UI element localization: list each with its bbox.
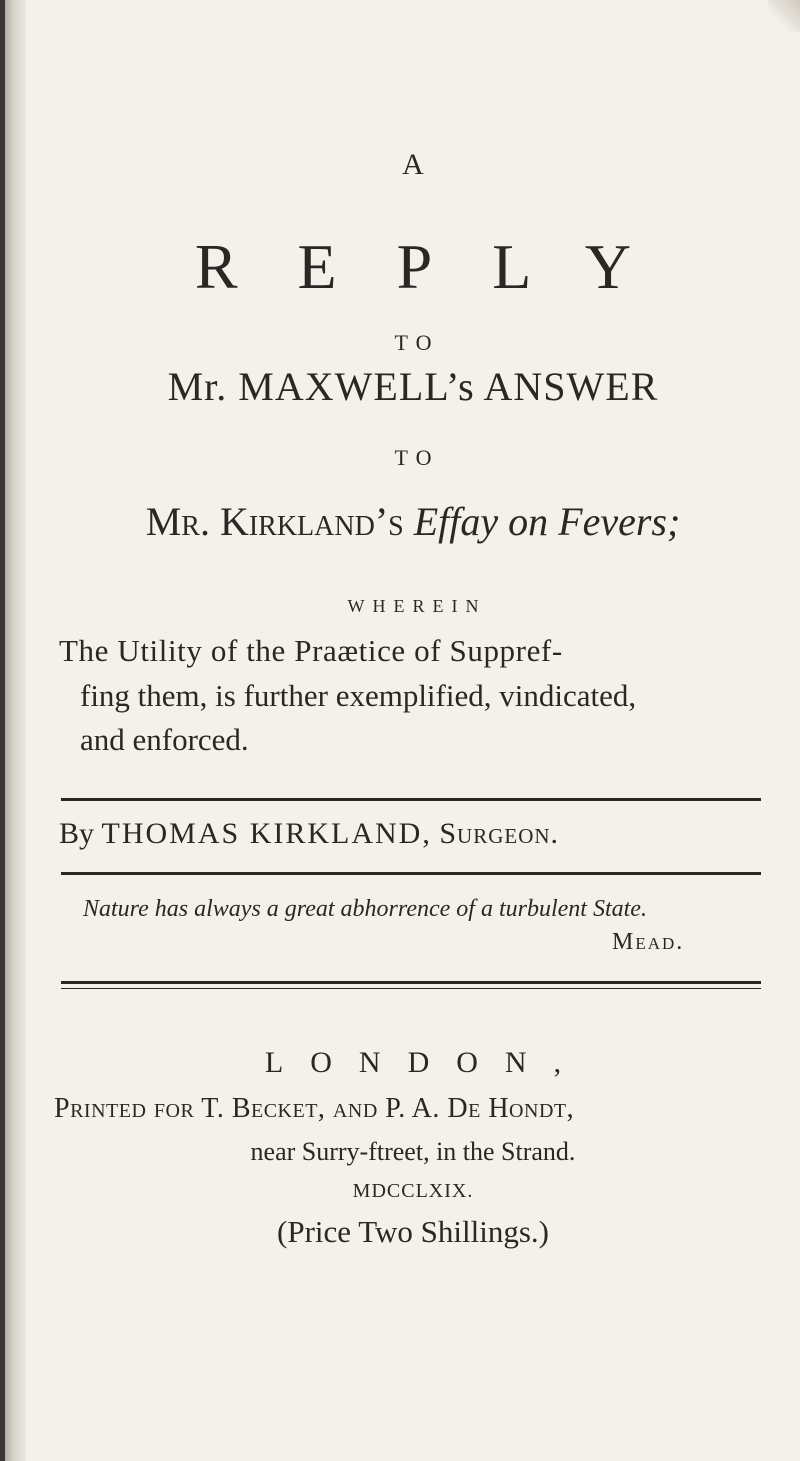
double-rule-top: [61, 981, 761, 984]
connector-to-1: TO: [394, 330, 440, 355]
imprint-city: LONDON,: [264, 1046, 589, 1079]
epigraph: Nature has always a great abhorrence of a turbulent State.: [83, 896, 647, 922]
subtitle-line-1: The Utility of the Praætice of Suppref-: [59, 633, 563, 668]
addressee-line: Mr. MAXWELL’s ANSWER: [167, 364, 659, 409]
rule-below-byline: [61, 872, 761, 875]
subtitle-line-3: and enforced.: [80, 722, 249, 757]
imprint-printed-for: Printed for T. Becket, and P. A. De Hondt,: [54, 1093, 575, 1124]
rule-above-byline: [61, 798, 761, 801]
title-main: REPLY: [194, 231, 692, 302]
byline-name: THOMAS KIRKLAND,: [101, 817, 432, 850]
double-rule-bottom: [61, 988, 761, 989]
price-line: (Price Two Shillings.): [277, 1214, 549, 1249]
byline-prefix: By: [59, 817, 95, 850]
page-corner-shadow: [768, 0, 800, 32]
byline-role: Surgeon.: [439, 817, 560, 850]
work-line: [26, 498, 800, 546]
wherein-label: WHEREIN: [347, 596, 487, 616]
binding-shadow: [0, 0, 5, 1461]
title-article: A: [402, 148, 424, 181]
epigraph-attribution: Mead.: [612, 929, 685, 955]
subtitle-line-2: fing them, is further exemplified, vindicated,: [80, 678, 637, 713]
byline: [59, 817, 559, 851]
work-title: Effay on Fevers;: [413, 499, 681, 544]
imprint-address: near Surry-ftreet, in the Strand.: [250, 1137, 576, 1166]
imprint-year: MDCCLXIX.: [352, 1180, 474, 1202]
connector-to-2: TO: [394, 445, 440, 470]
work-author: Mr. Kirkland’s: [145, 499, 404, 544]
